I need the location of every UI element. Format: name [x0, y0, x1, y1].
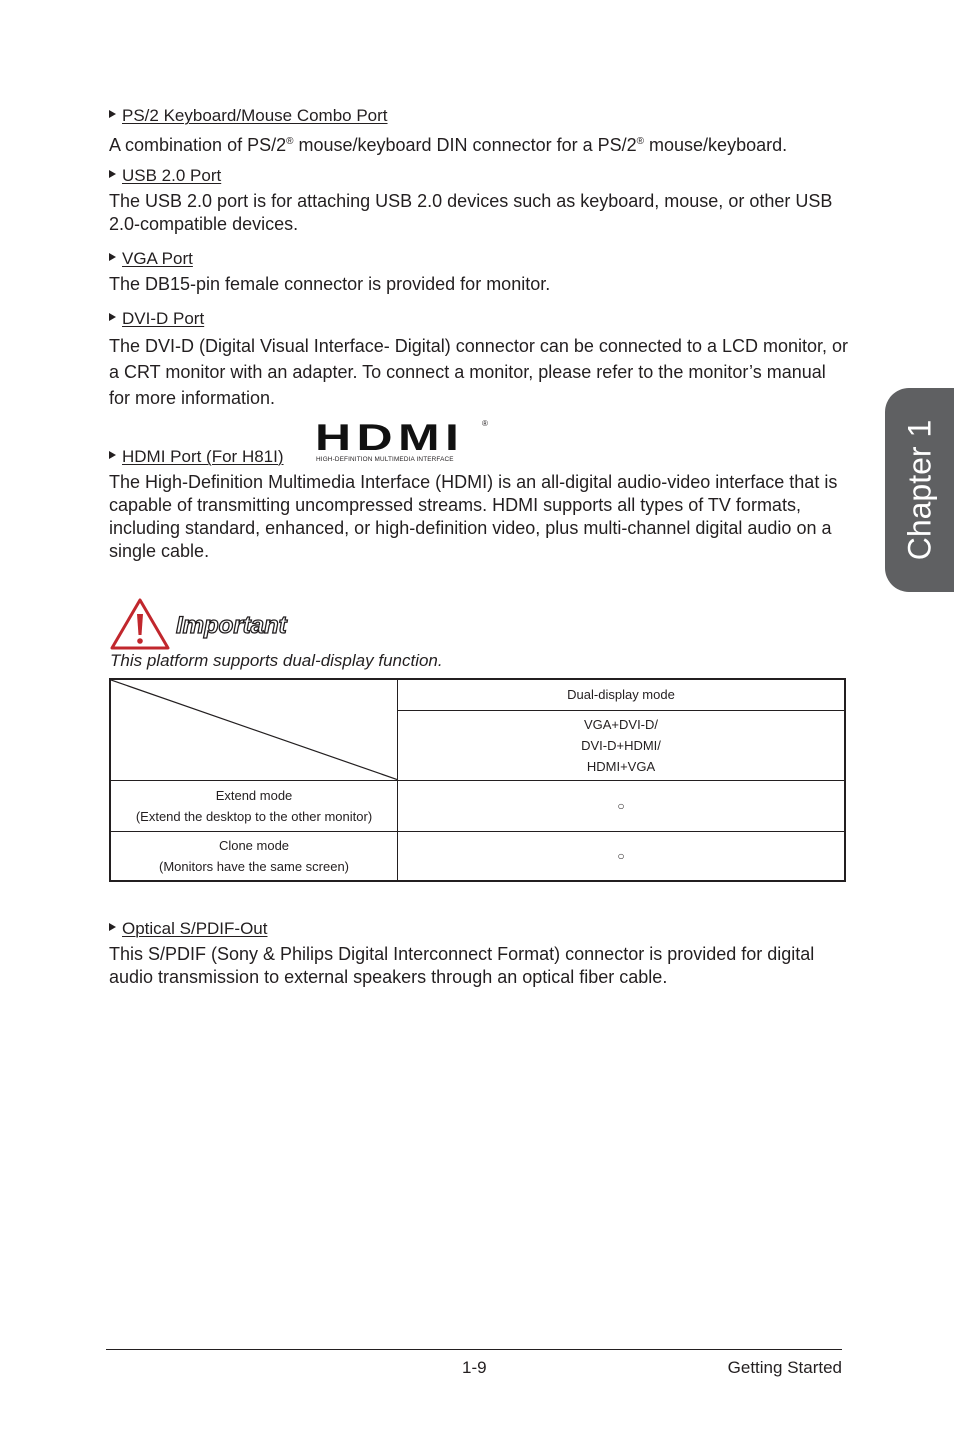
section-body: The DB15-pin female connector is provided for monitor.	[109, 274, 551, 294]
section-spdif	[109, 919, 849, 989]
heading-text: Optical S/PDIF-Out	[122, 919, 268, 938]
body-text: A combination of PS/2	[109, 135, 287, 155]
combo-cell	[398, 710, 846, 780]
chapter-label: Chapter 1	[901, 419, 937, 561]
section-heading	[109, 249, 849, 269]
section-body: The High-Definition Multimedia Interface (HDMI) is an all-digital audio-video interface that is capable of transmitting uncompressed streams. HDMI supports all types of TV formats, including standard, enhanced, or high-definition video, plus multi-channel digital audio on a single cable.	[109, 472, 838, 561]
page-number: 1-9	[462, 1358, 487, 1377]
hdmi-logo-tagline: HIGH-DEFINITION MULTIMEDIA INTERFACE	[316, 456, 454, 463]
mode-sublabel: (Extend the desktop to the other monitor)	[135, 808, 373, 824]
bullet-triangle-icon	[109, 923, 116, 931]
section-ps2	[109, 106, 849, 157]
heading-text: USB 2.0 Port	[122, 166, 222, 185]
mode-label-cell	[110, 780, 398, 831]
warning-triangle-icon	[109, 597, 171, 651]
combo-item: DVI-D+HDMI/	[581, 737, 661, 753]
registered-mark: ®	[286, 136, 294, 147]
footer-divider	[106, 1349, 842, 1350]
section-heading	[109, 166, 849, 186]
section-usb	[109, 166, 849, 236]
bullet-triangle-icon	[109, 253, 116, 261]
section-heading	[109, 919, 849, 939]
mode-support-mark: ○	[398, 831, 846, 881]
dual-display-table	[109, 678, 846, 882]
section-body: The USB 2.0 port is for attaching USB 2.0 devices such as keyboard, mouse, or other USB 2.0-compatible devices.	[109, 191, 833, 234]
hdmi-logo-wordmark: HDMI	[315, 417, 465, 458]
mode-label: Extend mode	[215, 787, 293, 803]
dual-mode-header: Dual-display mode	[398, 679, 846, 710]
body-text: mouse/keyboard DIN connector for a PS/2	[293, 135, 637, 155]
footer-title: Getting Started	[727, 1358, 842, 1377]
combo-item: VGA+DVI-D/	[583, 716, 659, 732]
mode-label: Clone mode	[218, 837, 290, 853]
section-body: The DVI-D (Digital Visual Interface- Digital) connector can be connected to a LCD monitor, or a CRT monitor with an adapter. To connect a monitor, please refer to the monitor’s manual for more information.	[109, 336, 849, 408]
bullet-triangle-icon	[109, 451, 116, 459]
section-dvid	[109, 309, 849, 411]
diagonal-header-cell	[110, 679, 398, 780]
important-note: This platform supports dual-display function.	[110, 651, 443, 670]
bullet-triangle-icon	[109, 313, 116, 321]
heading-text: VGA Port	[122, 249, 193, 268]
diagonal-line	[111, 680, 397, 780]
heading-text: DVI-D Port	[122, 309, 205, 328]
body-text: mouse/keyboard.	[644, 135, 788, 155]
mode-label-cell	[110, 831, 398, 881]
section-body: This S/PDIF (Sony & Philips Digital Interconnect Format) connector is provided for digital audio transmission to external speakers through an optical fiber cable.	[109, 944, 815, 987]
heading-text: HDMI Port (For H81I)	[122, 447, 284, 466]
heading-text: PS/2 Keyboard/Mouse Combo Port	[122, 106, 388, 125]
section-body	[109, 130, 849, 157]
bullet-triangle-icon	[109, 170, 116, 178]
mode-sublabel: (Monitors have the same screen)	[158, 858, 350, 874]
important-title: Important	[176, 612, 287, 639]
mode-support-mark: ○	[398, 780, 846, 831]
section-heading	[109, 309, 849, 329]
bullet-triangle-icon	[109, 110, 116, 118]
section-heading	[109, 106, 849, 126]
combo-item: HDMI+VGA	[586, 758, 656, 774]
section-vga	[109, 249, 849, 296]
hdmi-logo-registered: ®	[482, 419, 488, 428]
chapter-tab	[885, 388, 954, 592]
hdmi-logo	[315, 417, 491, 467]
registered-mark: ®	[636, 136, 645, 147]
